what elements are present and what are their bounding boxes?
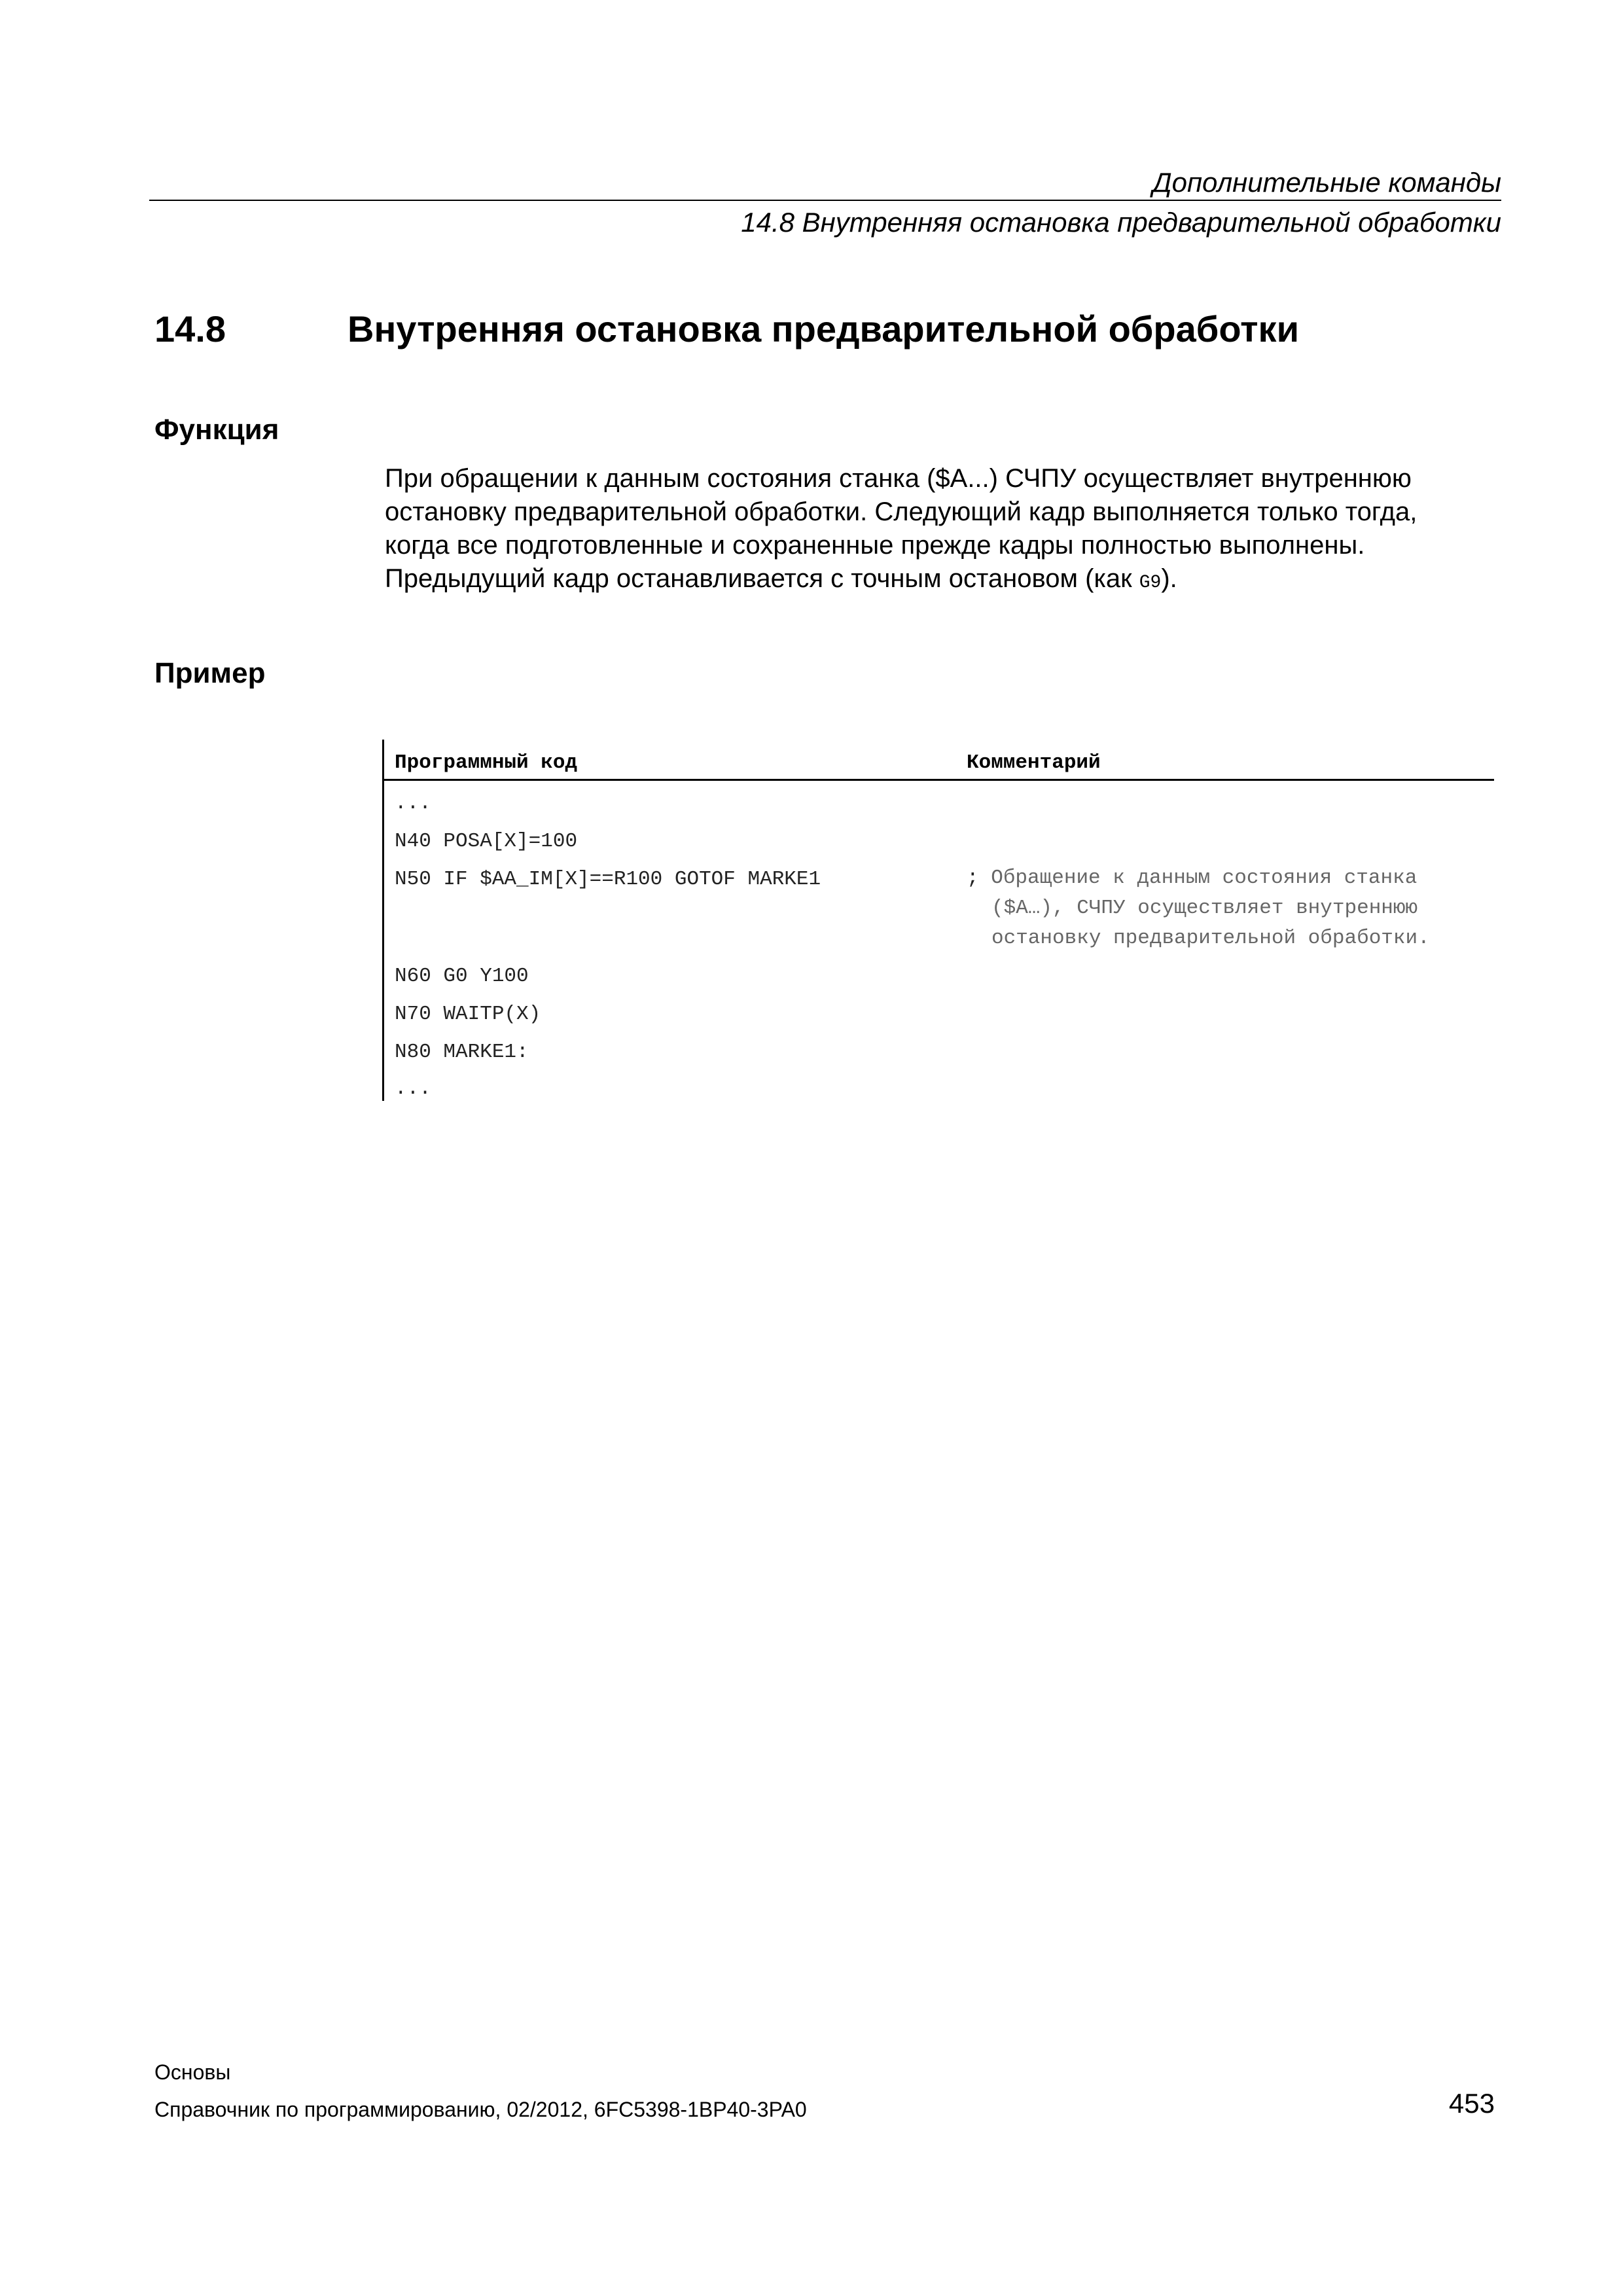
comment-line: остановку предварительной обработки. <box>991 927 1430 950</box>
header-rule <box>149 200 1501 201</box>
comment-prefix: ; <box>967 867 991 889</box>
code-comment <box>967 863 1430 954</box>
section-number: 14.8 <box>154 308 226 350</box>
table-header-rule <box>384 779 1494 781</box>
paragraph-line: когда все подготовленные и сохраненные прежде кадры полностью выполнены. <box>385 531 1365 560</box>
example-heading: Пример <box>154 657 266 689</box>
code-line: N60 G0 Y100 <box>395 965 529 988</box>
column-header-comment: Комментарий <box>967 751 1101 774</box>
paragraph-line-text: Предыдущий кадр останавливается с точным остановом (как <box>385 564 1139 593</box>
column-header-code: Программный код <box>395 751 578 774</box>
code-line: N80 MARKE1: <box>395 1041 529 1064</box>
code-line: N70 WAITP(X) <box>395 1003 541 1026</box>
paragraph-line: При обращении к данным состояния станка ($A...) СЧПУ осуществляет внутреннюю <box>385 464 1412 493</box>
paragraph-line: остановку предварительной обработки. Следующий кадр выполняется только тогда, <box>385 497 1418 526</box>
function-heading: Функция <box>154 414 279 446</box>
running-header-chapter: Дополнительные команды <box>1152 167 1501 198</box>
comment-line: ; Обращение к данным состояния станка <box>967 867 1418 889</box>
running-header-section: 14.8 Внутренняя остановка предварительной обработки <box>741 207 1501 238</box>
section-title: Внутренняя остановка предварительной обработки <box>348 308 1300 350</box>
code-line: N50 IF $AA_IM[X]==R100 GOTOF MARKE1 <box>395 868 821 891</box>
function-paragraph <box>385 462 1510 600</box>
paragraph-line-last <box>385 562 1510 600</box>
inline-code-g9: G9 <box>1139 573 1162 593</box>
page-number: 453 <box>1448 2088 1495 2119</box>
footer-reference: Справочник по программированию, 02/2012, 6FC5398-1BP40-3PA0 <box>154 2098 807 2121</box>
comment-line: ($A…), СЧПУ осуществляет внутреннюю <box>991 897 1418 920</box>
code-line: ... <box>395 792 431 815</box>
code-table <box>382 740 1494 1101</box>
footer-book: Основы <box>154 2060 231 2084</box>
code-line: ... <box>395 1077 431 1100</box>
paragraph-line-tail: ). <box>1161 564 1177 593</box>
code-line: N40 POSA[X]=100 <box>395 830 578 853</box>
